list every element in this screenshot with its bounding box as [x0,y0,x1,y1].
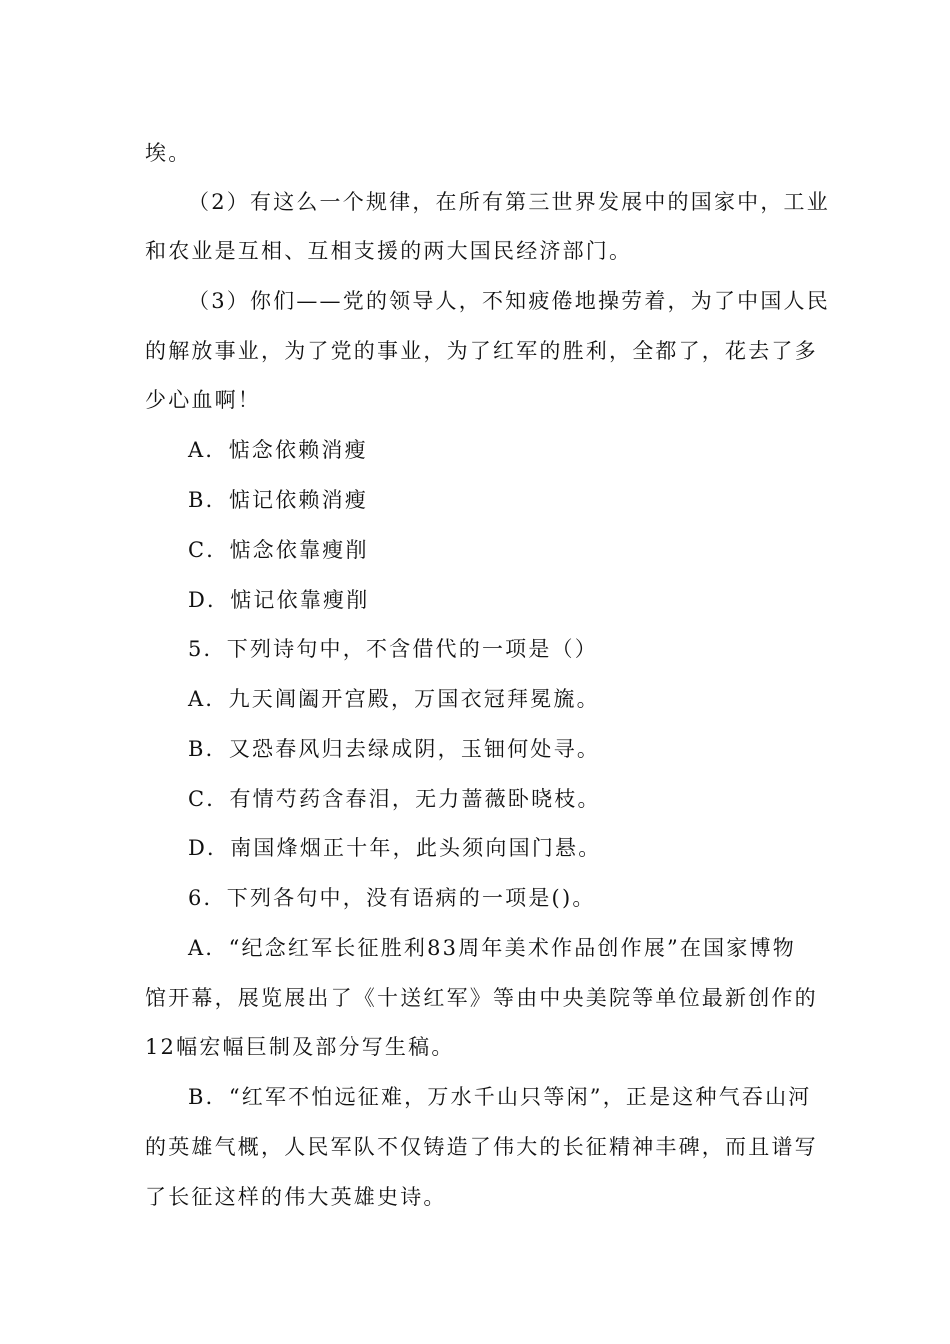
option-a-5: A．九天阊阖开宫殿，万国衣冠拜冕旒。 [188,687,600,711]
text-line-5: 的解放事业，为了党的事业，为了红军的胜利，全都了，花去了多 [145,339,818,363]
option-b-5: B．又恐春风归去绿成阴，玉钿何处寻。 [188,737,601,761]
option-d-1: D．惦记依靠瘦削 [188,588,370,612]
text-line-1: 埃。 [145,141,192,165]
option-b-6-line-1: B．“红军不怕远征难，万水千山只等闲”，正是这种气吞山河 [188,1085,812,1109]
text-line-3: 和农业是互相、互相支援的两大国民经济部门。 [145,239,633,263]
option-b-6-line-2: 的英雄气概，人民军队不仅铸造了伟大的长征精神丰碑，而且谱写 [145,1135,818,1159]
text-line-2: （2）有这么一个规律，在所有第三世界发展中的国家中，工业 [188,190,830,214]
option-b-1: B．惦记依赖消瘦 [188,488,369,512]
text-line-6: 少心血啊！ [145,388,261,412]
option-a-6-line-3: 12幅宏幅巨制及部分写生稿。 [145,1035,455,1059]
option-c-5: C．有情芍药含春泪，无力蔷薇卧晓枝。 [188,787,601,811]
option-c-1: C．惦念依靠瘦削 [188,538,369,562]
option-a-1: A．惦念依赖消瘦 [188,438,368,462]
text-line-4: （3）你们——党的领导人，不知疲倦地操劳着，为了中国人民 [188,289,830,313]
question-6: 6．下列各句中，没有语病的一项是()。 [188,886,596,910]
option-d-5: D．南国烽烟正十年，此头须向国门悬。 [188,836,602,860]
option-b-6-line-3: 了长征这样的伟大英雄史诗。 [145,1185,447,1209]
option-a-6-line-2: 馆开幕，展览展出了《十送红军》等由中央美院等单位最新创作的 [145,986,818,1010]
option-a-6-line-1: A．“纪念红军长征胜利83周年美术作品创作展”在国家博物 [188,936,796,960]
question-5: 5．下列诗句中，不含借代的一项是（） [188,637,598,661]
